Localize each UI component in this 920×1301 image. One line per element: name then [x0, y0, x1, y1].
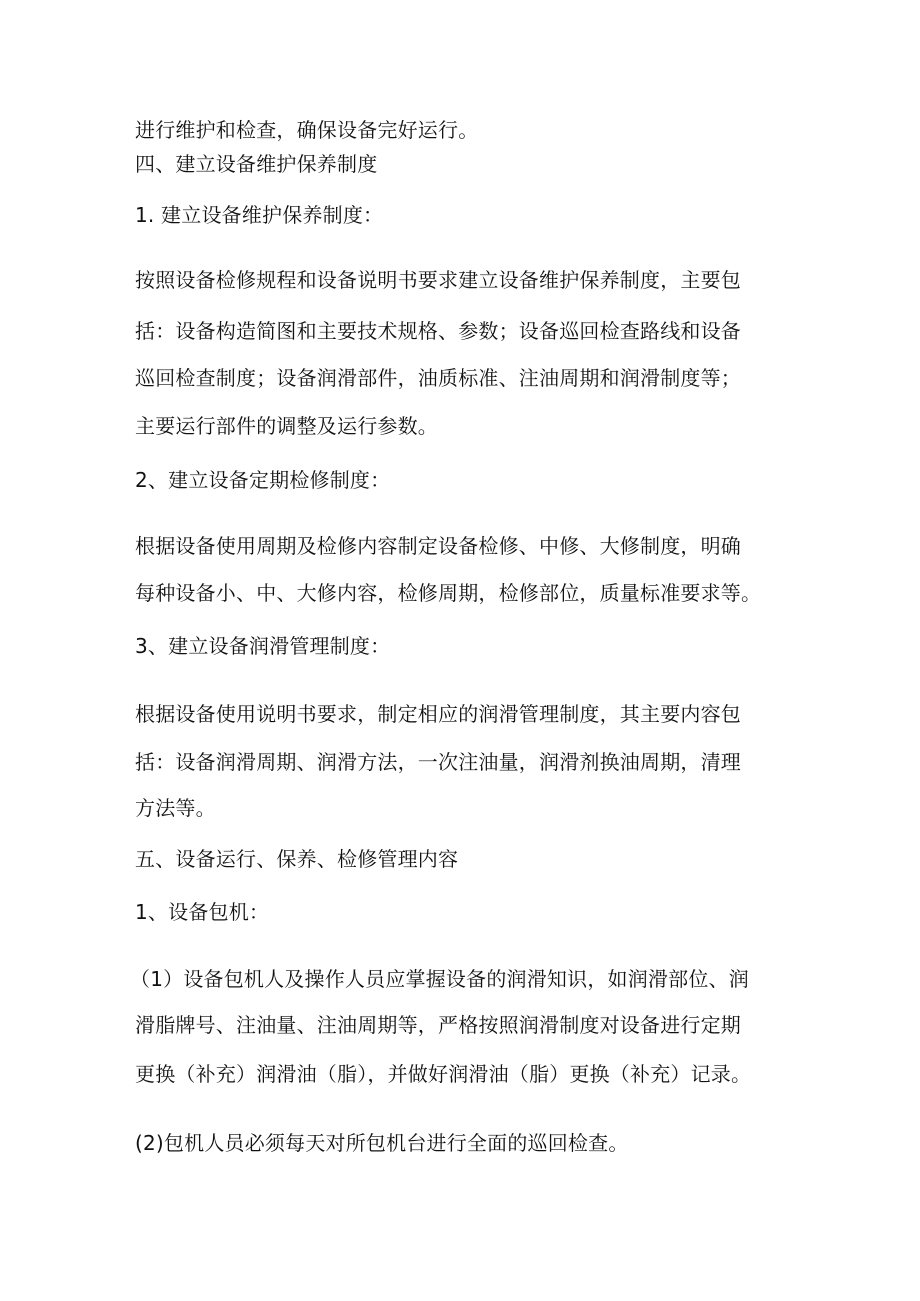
text-line: 进行维护和检查，确保设备完好运行。: [135, 118, 479, 142]
text-line: 更换（补充）润滑油（脂），并做好润滑油（脂）更换（补充）记录。: [135, 1062, 752, 1086]
text-line: (2)包机人员必须每天对所包机台进行全面的巡回检查。: [135, 1131, 629, 1155]
text-line: （1）设备包机人及操作人员应掌握设备的润滑知识，如润滑部位、润: [130, 967, 749, 991]
subsection-heading: 1. 建立设备维护保养制度：: [135, 203, 384, 227]
section-heading: 四、建立设备维护保养制度: [135, 152, 378, 176]
subsection-heading: 3、建立设备润滑管理制度：: [135, 634, 391, 658]
text-line: 括：设备润滑周期、润滑方法，一次注油量，润滑剂换油周期，清理: [135, 750, 741, 774]
text-line: 巡回检查制度；设备润滑部件，油质标准、注油周期和润滑制度等；: [135, 366, 741, 390]
subsection-heading: 1、设备包机：: [135, 900, 270, 924]
text-line: 括：设备构造简图和主要技术规格、参数；设备巡回检查路线和设备: [135, 319, 741, 343]
text-line: 滑脂牌号、注油量、注油周期等，严格按照润滑制度对设备进行定期: [135, 1013, 741, 1037]
subsection-heading: 2、建立设备定期检修制度：: [135, 468, 391, 492]
text-line: 根据设备使用周期及检修内容制定设备检修、中修、大修制度，明确: [135, 534, 741, 558]
text-line: 方法等。: [135, 796, 216, 820]
text-line: 主要运行部件的调整及运行参数。: [135, 414, 438, 438]
text-line: 按照设备检修规程和设备说明书要求建立设备维护保养制度，主要包: [135, 268, 741, 292]
section-heading: 五、设备运行、保养、检修管理内容: [135, 847, 459, 871]
text-line: 每种设备小、中、大修内容，检修周期，检修部位，质量标准要求等。: [135, 581, 762, 605]
text-line: 根据设备使用说明书要求，制定相应的润滑管理制度，其主要内容包: [135, 702, 741, 726]
